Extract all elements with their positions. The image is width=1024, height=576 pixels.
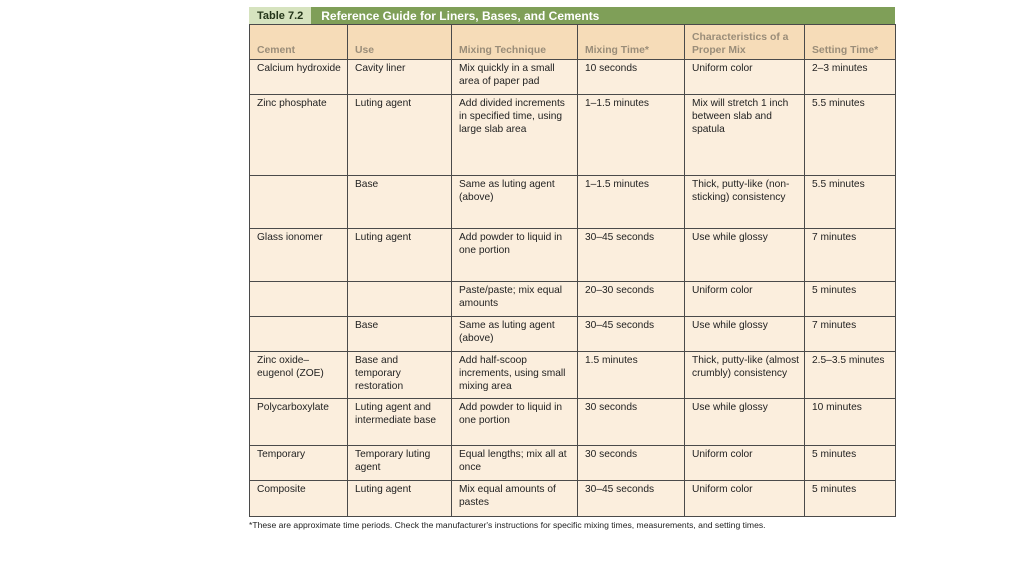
- cell-cement: [250, 317, 348, 352]
- cell-technique: Same as luting agent (above): [452, 176, 578, 229]
- cell-use: Base: [348, 176, 452, 229]
- cell-characteristics: Uniform color: [685, 481, 805, 517]
- header-cement: Cement: [250, 25, 348, 60]
- table-number: Table 7.2: [249, 7, 311, 24]
- cell-mix-time: 1–1.5 minutes: [578, 95, 685, 176]
- table-row: [250, 481, 896, 517]
- cell-use: Luting agent: [348, 481, 452, 517]
- cell-technique: Mix quickly in a small area of paper pad: [452, 60, 578, 95]
- cell-technique: Add half-scoop increments, using small mixing area: [452, 352, 578, 399]
- cell-cement: Temporary: [250, 446, 348, 481]
- cell-characteristics: Uniform color: [685, 446, 805, 481]
- cell-technique: Add powder to liquid in one portion: [452, 399, 578, 446]
- table-header-row: [250, 25, 896, 60]
- cell-set-time: 5 minutes: [805, 282, 896, 317]
- cell-use: Base and temporary restoration: [348, 352, 452, 399]
- table-row: [250, 399, 896, 446]
- cell-mix-time: 30 seconds: [578, 399, 685, 446]
- cell-characteristics: Uniform color: [685, 60, 805, 95]
- cell-set-time: 2.5–3.5 minutes: [805, 352, 896, 399]
- cell-characteristics: Use while glossy: [685, 399, 805, 446]
- cell-mix-time: 1.5 minutes: [578, 352, 685, 399]
- cell-use: Base: [348, 317, 452, 352]
- table-row: [250, 282, 896, 317]
- cell-mix-time: 30–45 seconds: [578, 229, 685, 282]
- table-row: [250, 352, 896, 399]
- header-characteristics: Characteristics of a Proper Mix: [685, 25, 805, 60]
- cell-use: Luting agent and intermediate base: [348, 399, 452, 446]
- cell-set-time: 7 minutes: [805, 317, 896, 352]
- cell-technique: Add divided increments in specified time, using large slab area: [452, 95, 578, 176]
- cell-mix-time: 1–1.5 minutes: [578, 176, 685, 229]
- table-row: [250, 176, 896, 229]
- cell-set-time: 5 minutes: [805, 446, 896, 481]
- header-mixing-time: Mixing Time*: [578, 25, 685, 60]
- cell-use: Luting agent: [348, 229, 452, 282]
- cell-set-time: 2–3 minutes: [805, 60, 896, 95]
- cell-set-time: 5.5 minutes: [805, 176, 896, 229]
- cell-technique: Same as luting agent (above): [452, 317, 578, 352]
- cell-technique: Mix equal amounts of pastes: [452, 481, 578, 517]
- cell-characteristics: Uniform color: [685, 282, 805, 317]
- cell-use: [348, 282, 452, 317]
- header-mixing-technique: Mixing Technique: [452, 25, 578, 60]
- cell-cement: Polycarboxylate: [250, 399, 348, 446]
- cell-technique: Equal lengths; mix all at once: [452, 446, 578, 481]
- cell-use: Cavity liner: [348, 60, 452, 95]
- table-footnote: *These are approximate time periods. Check the manufacturer's instructions for specific mixing times, measurements, and setting times.: [249, 520, 766, 530]
- reference-table-figure: [249, 7, 895, 530]
- table-row: [250, 60, 896, 95]
- table-title-bar: [249, 7, 895, 24]
- header-use: Use: [348, 25, 452, 60]
- cements-table: [249, 24, 896, 517]
- cell-cement: Composite: [250, 481, 348, 517]
- cell-characteristics: Use while glossy: [685, 229, 805, 282]
- table-row: [250, 229, 896, 282]
- cell-set-time: 7 minutes: [805, 229, 896, 282]
- cell-mix-time: 30–45 seconds: [578, 317, 685, 352]
- cell-set-time: 5 minutes: [805, 481, 896, 517]
- cell-cement: Zinc phosphate: [250, 95, 348, 176]
- cell-cement: [250, 176, 348, 229]
- cell-set-time: 10 minutes: [805, 399, 896, 446]
- table-row: [250, 446, 896, 481]
- cell-cement: Zinc oxide–eugenol (ZOE): [250, 352, 348, 399]
- cell-cement: [250, 282, 348, 317]
- cell-use: Temporary luting agent: [348, 446, 452, 481]
- cell-technique: Paste/paste; mix equal amounts: [452, 282, 578, 317]
- cell-mix-time: 10 seconds: [578, 60, 685, 95]
- cell-mix-time: 20–30 seconds: [578, 282, 685, 317]
- table-row: [250, 317, 896, 352]
- table-row: [250, 95, 896, 176]
- cell-characteristics: Use while glossy: [685, 317, 805, 352]
- table-title: Reference Guide for Liners, Bases, and Cements: [321, 8, 600, 23]
- header-setting-time: Setting Time*: [805, 25, 896, 60]
- cell-use: Luting agent: [348, 95, 452, 176]
- cell-cement: Calcium hydroxide: [250, 60, 348, 95]
- cell-mix-time: 30–45 seconds: [578, 481, 685, 517]
- cell-characteristics: Thick, putty-like (non-sticking) consistency: [685, 176, 805, 229]
- cell-set-time: 5.5 minutes: [805, 95, 896, 176]
- cell-mix-time: 30 seconds: [578, 446, 685, 481]
- cell-characteristics: Mix will stretch 1 inch between slab and spatula: [685, 95, 805, 176]
- cell-characteristics: Thick, putty-like (almost crumbly) consistency: [685, 352, 805, 399]
- cell-technique: Add powder to liquid in one portion: [452, 229, 578, 282]
- cell-cement: Glass ionomer: [250, 229, 348, 282]
